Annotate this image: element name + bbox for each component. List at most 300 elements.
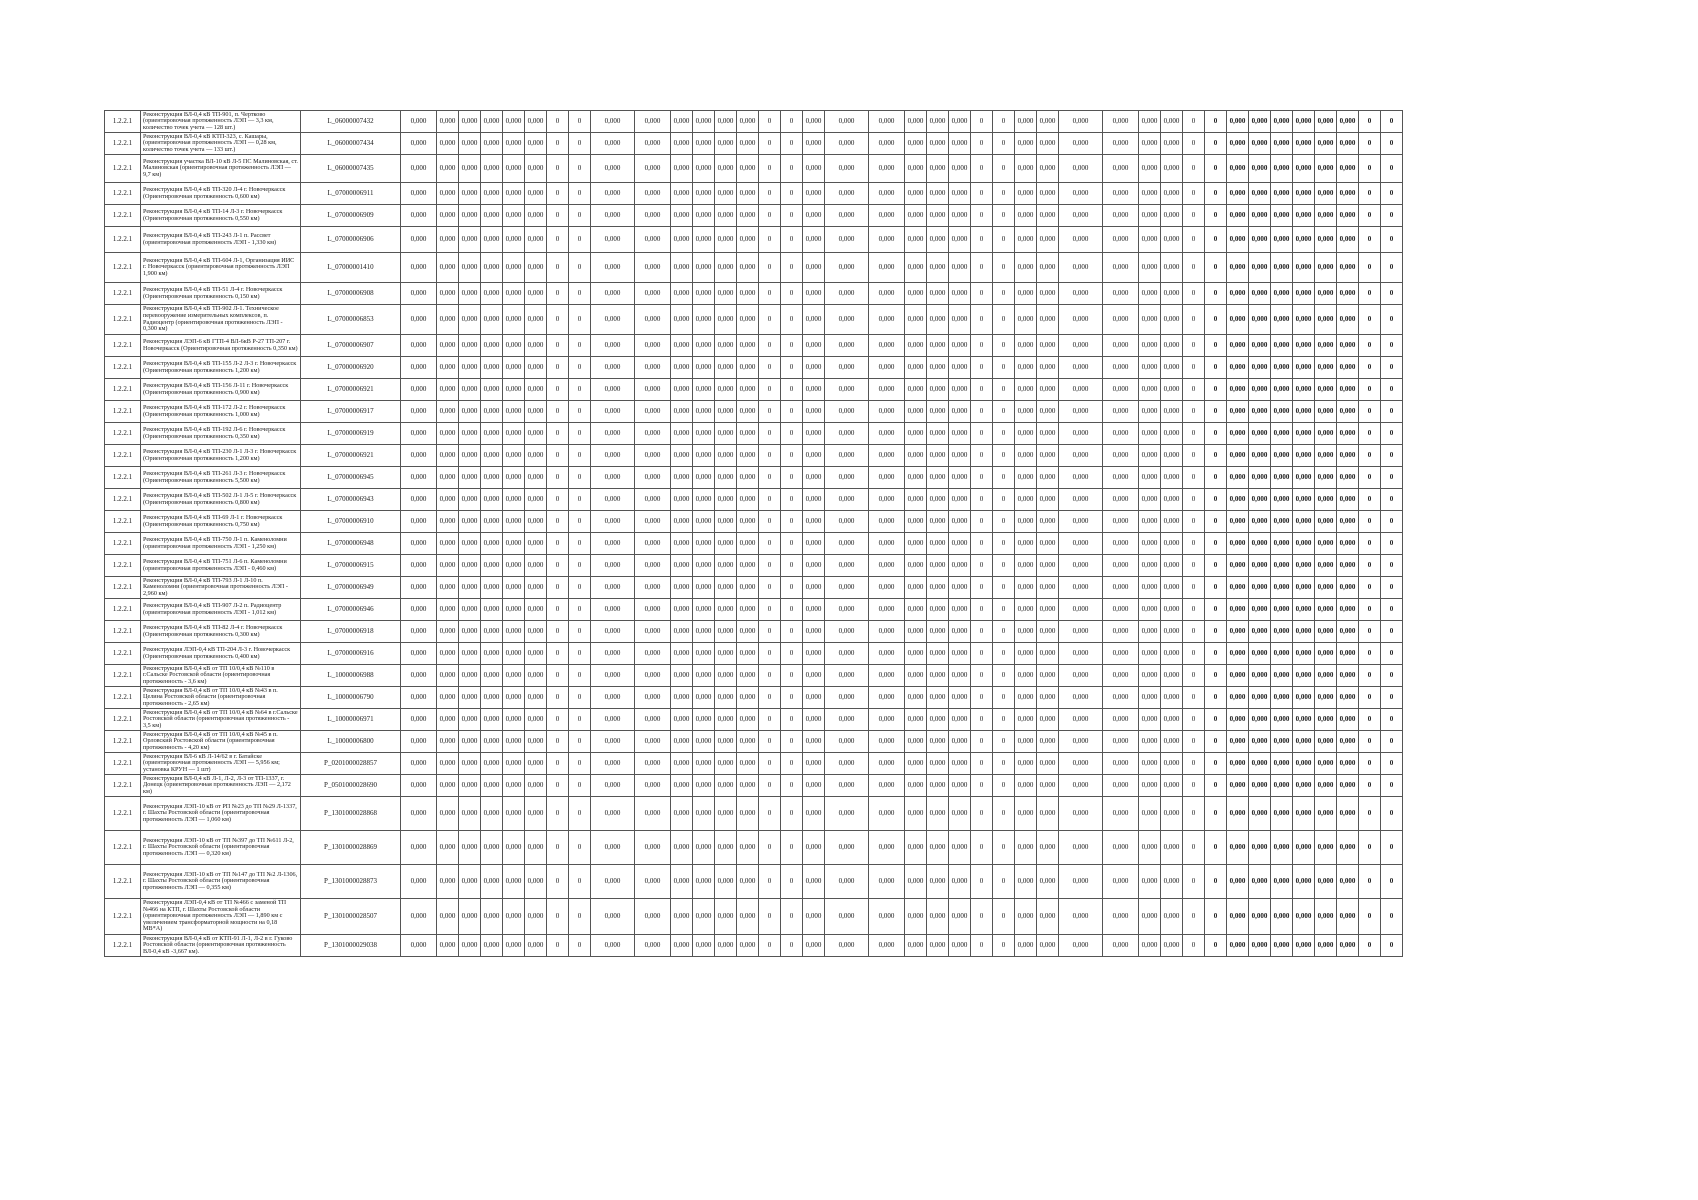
cell-value: 0 [781, 533, 803, 555]
cell-value: 0 [547, 577, 569, 599]
cell-value: 0,000 [1249, 731, 1271, 753]
cell-value: 0 [759, 935, 781, 957]
cell-value: 0,000 [437, 665, 459, 687]
cell-value: 0,000 [635, 753, 671, 775]
cell-value: 0,000 [737, 227, 759, 253]
cell-item-number: 1.2.2.1 [105, 467, 141, 489]
cell-value: 0,000 [927, 423, 949, 445]
cell-value: 0 [547, 731, 569, 753]
cell-description: Реконструкция ВЛ-0,4 кВ ТП-51 Л-4 г. Новочеркасск (Ориентировочная протяженность 0,150 км) [141, 283, 301, 305]
cell-value: 0 [1381, 511, 1403, 533]
cell-value: 0,000 [825, 489, 869, 511]
cell-value: 0 [1381, 111, 1403, 133]
cell-value: 0,000 [905, 445, 927, 467]
cell-value: 0 [1205, 555, 1227, 577]
cell-value: 0 [993, 155, 1015, 183]
cell-value: 0 [547, 401, 569, 423]
cell-value: 0,000 [525, 423, 547, 445]
cell-value: 0,000 [869, 643, 905, 665]
cell-value: 0,000 [949, 555, 971, 577]
cell-item-number: 1.2.2.1 [105, 183, 141, 205]
cell-value: 0,000 [437, 401, 459, 423]
cell-value: 0,000 [401, 423, 437, 445]
cell-value: 0,000 [1059, 335, 1103, 357]
cell-value: 0,000 [1015, 709, 1037, 731]
cell-project-code: L_10000006790 [301, 687, 401, 709]
cell-description: Реконструкция ВЛ-0,4 кВ ТП-82 Л-4 г. Новочеркасск (Ориентировочная протяженность 0,300 км) [141, 621, 301, 643]
cell-value: 0,000 [503, 687, 525, 709]
cell-value: 0,000 [671, 227, 693, 253]
cell-value: 0 [759, 445, 781, 467]
cell-value: 0,000 [927, 753, 949, 775]
cell-value: 0,000 [401, 133, 437, 155]
cell-value: 0,000 [525, 935, 547, 957]
cell-value: 0,000 [803, 665, 825, 687]
cell-value: 0,000 [401, 687, 437, 709]
cell-value: 0 [993, 511, 1015, 533]
cell-value: 0,000 [1271, 865, 1293, 899]
cell-value: 0 [781, 577, 803, 599]
cell-value: 0,000 [1161, 401, 1183, 423]
cell-value: 0,000 [825, 401, 869, 423]
cell-value: 0 [781, 445, 803, 467]
cell-value: 0,000 [1037, 357, 1059, 379]
cell-value: 0 [1205, 899, 1227, 935]
cell-value: 0,000 [635, 797, 671, 831]
cell-value: 0,000 [1103, 423, 1139, 445]
cell-description: Реконструкция ВЛ-0,4 кВ ТП-751 Л-6 п. Каменоломни (ориентировочная протяженность ЛЭП - 0,460 км) [141, 555, 301, 577]
cell-value: 0,000 [949, 621, 971, 643]
cell-value: 0 [971, 467, 993, 489]
cell-value: 0,000 [459, 335, 481, 357]
cell-value: 0 [1183, 709, 1205, 731]
cell-value: 0,000 [1037, 227, 1059, 253]
cell-project-code: P_0201000028857 [301, 753, 401, 775]
cell-value: 0,000 [1249, 865, 1271, 899]
cell-value: 0,000 [949, 533, 971, 555]
cell-value: 0 [547, 831, 569, 865]
cell-value: 0,000 [825, 133, 869, 155]
cell-value: 0 [1183, 467, 1205, 489]
cell-value: 0 [569, 489, 591, 511]
cell-value: 0,000 [949, 643, 971, 665]
cell-item-number: 1.2.2.1 [105, 205, 141, 227]
cell-value: 0,000 [1037, 621, 1059, 643]
table-row [105, 775, 1403, 797]
cell-value: 0 [781, 401, 803, 423]
cell-value: 0 [569, 335, 591, 357]
cell-value: 0,000 [459, 577, 481, 599]
cell-value: 0 [971, 253, 993, 283]
cell-value: 0 [1183, 643, 1205, 665]
cell-value: 0,000 [905, 511, 927, 533]
cell-value: 0,000 [949, 687, 971, 709]
cell-value: 0 [1381, 935, 1403, 957]
cell-value: 0,000 [1103, 665, 1139, 687]
cell-value: 0 [1183, 831, 1205, 865]
cell-value: 0,000 [401, 599, 437, 621]
cell-value: 0 [1359, 555, 1381, 577]
cell-value: 0,000 [1059, 357, 1103, 379]
cell-value: 0,000 [591, 753, 635, 775]
cell-value: 0,000 [503, 643, 525, 665]
cell-value: 0,000 [693, 467, 715, 489]
cell-value: 0,000 [905, 731, 927, 753]
cell-value: 0 [1381, 183, 1403, 205]
cell-value: 0,000 [1103, 511, 1139, 533]
cell-value: 0,000 [591, 731, 635, 753]
cell-project-code: L_07000006917 [301, 401, 401, 423]
cell-value: 0,000 [1059, 935, 1103, 957]
cell-value: 0,000 [1337, 731, 1359, 753]
cell-value: 0,000 [1103, 445, 1139, 467]
cell-value: 0,000 [927, 797, 949, 831]
cell-value: 0,000 [1249, 687, 1271, 709]
cell-value: 0,000 [481, 379, 503, 401]
cell-value: 0 [759, 599, 781, 621]
cell-value: 0 [1183, 205, 1205, 227]
cell-value: 0,000 [1315, 489, 1337, 511]
cell-value: 0 [781, 423, 803, 445]
cell-value: 0,000 [869, 283, 905, 305]
cell-value: 0,000 [1139, 379, 1161, 401]
cell-value: 0,000 [905, 183, 927, 205]
cell-value: 0,000 [1315, 599, 1337, 621]
cell-value: 0 [993, 183, 1015, 205]
cell-value: 0,000 [949, 227, 971, 253]
cell-item-number: 1.2.2.1 [105, 555, 141, 577]
cell-value: 0,000 [635, 865, 671, 899]
cell-value: 0 [781, 305, 803, 335]
table-row [105, 797, 1403, 831]
cell-value: 0,000 [949, 797, 971, 831]
cell-value: 0,000 [401, 797, 437, 831]
cell-value: 0,000 [1271, 831, 1293, 865]
cell-item-number: 1.2.2.1 [105, 775, 141, 797]
cell-value: 0,000 [1059, 555, 1103, 577]
cell-value: 0,000 [949, 183, 971, 205]
cell-value: 0,000 [927, 183, 949, 205]
cell-value: 0,000 [1227, 183, 1249, 205]
cell-value: 0 [993, 665, 1015, 687]
cell-value: 0,000 [803, 511, 825, 533]
cell-value: 0 [1381, 899, 1403, 935]
cell-value: 0,000 [737, 555, 759, 577]
cell-value: 0 [1359, 111, 1381, 133]
cell-value: 0 [569, 227, 591, 253]
cell-value: 0,000 [525, 899, 547, 935]
cell-project-code: L_07000006907 [301, 335, 401, 357]
cell-value: 0,000 [671, 205, 693, 227]
cell-value: 0,000 [671, 577, 693, 599]
cell-value: 0,000 [635, 111, 671, 133]
cell-value: 0 [1183, 599, 1205, 621]
cell-value: 0,000 [635, 445, 671, 467]
cell-value: 0,000 [1315, 665, 1337, 687]
cell-value: 0,000 [715, 511, 737, 533]
cell-value: 0,000 [693, 205, 715, 227]
cell-value: 0,000 [401, 111, 437, 133]
cell-value: 0,000 [459, 227, 481, 253]
cell-value: 0,000 [591, 401, 635, 423]
table-row [105, 865, 1403, 899]
cell-value: 0,000 [525, 379, 547, 401]
cell-value: 0,000 [1337, 753, 1359, 775]
cell-value: 0,000 [1161, 665, 1183, 687]
cell-value: 0,000 [459, 865, 481, 899]
cell-value: 0,000 [949, 155, 971, 183]
cell-value: 0 [569, 731, 591, 753]
cell-value: 0,000 [481, 183, 503, 205]
cell-value: 0,000 [591, 643, 635, 665]
cell-value: 0,000 [1249, 775, 1271, 797]
cell-value: 0 [759, 865, 781, 899]
cell-value: 0,000 [481, 665, 503, 687]
cell-value: 0,000 [715, 665, 737, 687]
cell-value: 0,000 [503, 111, 525, 133]
cell-value: 0,000 [1015, 205, 1037, 227]
cell-value: 0,000 [1293, 283, 1315, 305]
cell-value: 0,000 [1037, 305, 1059, 335]
cell-value: 0 [993, 775, 1015, 797]
cell-value: 0 [1381, 305, 1403, 335]
cell-value: 0,000 [1249, 555, 1271, 577]
cell-value: 0,000 [671, 643, 693, 665]
cell-description: Реконструкция ВЛ-0,4 кВ от ТП 10/0,4 кВ №43 в п. Целина Ростовской области (ориентировочная протяженность - 2,65 км) [141, 687, 301, 709]
cell-value: 0 [1205, 665, 1227, 687]
cell-value: 0 [781, 511, 803, 533]
cell-value: 0,000 [1103, 775, 1139, 797]
cell-value: 0,000 [693, 935, 715, 957]
cell-value: 0 [1381, 155, 1403, 183]
cell-value: 0,000 [503, 621, 525, 643]
cell-value: 0,000 [869, 731, 905, 753]
cell-value: 0,000 [949, 283, 971, 305]
cell-value: 0,000 [825, 831, 869, 865]
cell-value: 0,000 [1161, 305, 1183, 335]
cell-value: 0,000 [1161, 709, 1183, 731]
cell-value: 0 [1205, 305, 1227, 335]
cell-value: 0 [759, 357, 781, 379]
cell-value: 0,000 [1059, 599, 1103, 621]
cell-value: 0 [569, 665, 591, 687]
cell-value: 0,000 [1103, 133, 1139, 155]
cell-project-code: P_0501000028690 [301, 775, 401, 797]
cell-value: 0 [759, 335, 781, 357]
cell-value: 0,000 [803, 899, 825, 935]
cell-value: 0 [971, 305, 993, 335]
cell-value: 0,000 [671, 379, 693, 401]
cell-value: 0,000 [1015, 401, 1037, 423]
cell-value: 0,000 [1315, 533, 1337, 555]
cell-value: 0 [547, 467, 569, 489]
cell-value: 0,000 [591, 899, 635, 935]
cell-value: 0 [1381, 665, 1403, 687]
cell-value: 0,000 [635, 489, 671, 511]
cell-value: 0,000 [481, 687, 503, 709]
cell-value: 0,000 [803, 357, 825, 379]
cell-value: 0,000 [905, 935, 927, 957]
cell-value: 0,000 [525, 797, 547, 831]
cell-value: 0,000 [401, 335, 437, 357]
cell-value: 0,000 [1103, 865, 1139, 899]
cell-value: 0 [547, 775, 569, 797]
cell-value: 0,000 [1103, 709, 1139, 731]
cell-value: 0,000 [1293, 511, 1315, 533]
cell-value: 0,000 [869, 797, 905, 831]
cell-value: 0,000 [1059, 533, 1103, 555]
cell-value: 0,000 [635, 665, 671, 687]
cell-value: 0,000 [693, 709, 715, 731]
cell-value: 0 [569, 753, 591, 775]
cell-value: 0,000 [1037, 335, 1059, 357]
cell-item-number: 1.2.2.1 [105, 445, 141, 467]
cell-value: 0 [1183, 753, 1205, 775]
cell-value: 0,000 [671, 555, 693, 577]
cell-value: 0 [781, 775, 803, 797]
cell-description: Реконструкция ВЛ-6 кВ Л-14/62 в г. Батайске (ориентировочная протяженность ЛЭП — 5,956 км; установка КРУН — 1 шт) [141, 753, 301, 775]
cell-value: 0,000 [825, 467, 869, 489]
cell-value: 0 [993, 335, 1015, 357]
cell-value: 0 [781, 467, 803, 489]
cell-value: 0,000 [927, 831, 949, 865]
cell-value: 0 [1381, 423, 1403, 445]
cell-value: 0,000 [1037, 865, 1059, 899]
cell-value: 0,000 [869, 935, 905, 957]
cell-value: 0 [971, 401, 993, 423]
cell-value: 0,000 [459, 935, 481, 957]
cell-value: 0,000 [1337, 111, 1359, 133]
cell-value: 0 [781, 731, 803, 753]
cell-value: 0 [1183, 775, 1205, 797]
cell-value: 0,000 [503, 253, 525, 283]
table-row [105, 111, 1403, 133]
cell-item-number: 1.2.2.1 [105, 253, 141, 283]
cell-value: 0,000 [869, 401, 905, 423]
cell-value: 0,000 [737, 599, 759, 621]
cell-value: 0,000 [459, 283, 481, 305]
cell-value: 0,000 [1271, 709, 1293, 731]
cell-project-code: P_1301000028873 [301, 865, 401, 899]
cell-value: 0 [759, 709, 781, 731]
cell-value: 0,000 [1139, 305, 1161, 335]
cell-value: 0,000 [869, 205, 905, 227]
cell-value: 0,000 [1103, 687, 1139, 709]
cell-value: 0,000 [825, 753, 869, 775]
cell-value: 0,000 [1337, 577, 1359, 599]
cell-value: 0,000 [671, 687, 693, 709]
cell-value: 0,000 [1139, 775, 1161, 797]
cell-value: 0 [569, 621, 591, 643]
cell-item-number: 1.2.2.1 [105, 753, 141, 775]
cell-value: 0 [1359, 423, 1381, 445]
cell-value: 0 [547, 899, 569, 935]
cell-value: 0,000 [635, 253, 671, 283]
cell-value: 0 [1381, 379, 1403, 401]
cell-value: 0,000 [1015, 533, 1037, 555]
table-row [105, 621, 1403, 643]
cell-value: 0,000 [481, 423, 503, 445]
cell-value: 0 [1183, 533, 1205, 555]
cell-value: 0,000 [825, 357, 869, 379]
cell-value: 0,000 [1249, 599, 1271, 621]
cell-value: 0 [1381, 357, 1403, 379]
cell-value: 0,000 [949, 935, 971, 957]
cell-value: 0,000 [715, 935, 737, 957]
cell-value: 0 [1183, 379, 1205, 401]
cell-value: 0,000 [481, 111, 503, 133]
cell-value: 0,000 [1293, 621, 1315, 643]
cell-value: 0 [1183, 183, 1205, 205]
cell-value: 0,000 [1227, 423, 1249, 445]
cell-value: 0,000 [1139, 731, 1161, 753]
cell-value: 0,000 [591, 621, 635, 643]
cell-value: 0 [993, 599, 1015, 621]
cell-value: 0 [1205, 401, 1227, 423]
cell-value: 0,000 [1161, 511, 1183, 533]
cell-value: 0,000 [927, 335, 949, 357]
cell-project-code: L_07000006908 [301, 283, 401, 305]
cell-description: Реконструкция ВЛ-0,4 кВ ТП-502 Л-1 Л-5 г. Новочеркасск (Ориентировочная протяженность 0,800 км) [141, 489, 301, 511]
cell-value: 0,000 [869, 489, 905, 511]
cell-value: 0,000 [481, 205, 503, 227]
cell-description: Реконструкция ВЛ-0,4 кВ ТП-907 Л-2 п. Радиоцентр (ориентировочная протяженность ЛЭП - 1,012 км) [141, 599, 301, 621]
cell-value: 0,000 [503, 555, 525, 577]
cell-value: 0 [781, 899, 803, 935]
cell-value: 0,000 [1015, 335, 1037, 357]
cell-item-number: 1.2.2.1 [105, 935, 141, 957]
cell-value: 0,000 [481, 283, 503, 305]
cell-value: 0,000 [525, 401, 547, 423]
cell-description: Реконструкция ВЛ-0,4 кВ ТП-69 Л-1 г. Новочеркасск (Ориентировочная протяженность 0,750 км) [141, 511, 301, 533]
cell-value: 0,000 [1037, 401, 1059, 423]
cell-value: 0,000 [803, 467, 825, 489]
table-row [105, 379, 1403, 401]
cell-value: 0,000 [715, 227, 737, 253]
cell-value: 0,000 [737, 775, 759, 797]
cell-value: 0,000 [1037, 709, 1059, 731]
cell-value: 0 [1359, 621, 1381, 643]
cell-value: 0,000 [1037, 511, 1059, 533]
cell-item-number: 1.2.2.1 [105, 899, 141, 935]
cell-value: 0 [569, 511, 591, 533]
cell-value: 0,000 [1315, 445, 1337, 467]
cell-value: 0,000 [693, 111, 715, 133]
cell-value: 0,000 [1103, 577, 1139, 599]
cell-value: 0 [569, 183, 591, 205]
cell-value: 0,000 [737, 687, 759, 709]
cell-value: 0,000 [1293, 401, 1315, 423]
cell-value: 0,000 [825, 511, 869, 533]
cell-description: Реконструкция ВЛ-0,4 кВ от ТП 10/0,4 кВ №45 в п. Орловский Ростовской области (ориентировочная протяженность - 4,20 км) [141, 731, 301, 753]
cell-value: 0 [759, 577, 781, 599]
cell-value: 0 [569, 205, 591, 227]
cell-value: 0 [1183, 111, 1205, 133]
cell-value: 0,000 [737, 831, 759, 865]
cell-value: 0 [993, 489, 1015, 511]
cell-value: 0,000 [693, 643, 715, 665]
cell-value: 0,000 [1249, 935, 1271, 957]
cell-value: 0,000 [1315, 511, 1337, 533]
cell-value: 0 [1381, 489, 1403, 511]
cell-value: 0,000 [459, 467, 481, 489]
cell-value: 0 [1381, 133, 1403, 155]
cell-value: 0,000 [671, 489, 693, 511]
table-row [105, 423, 1403, 445]
cell-value: 0,000 [1161, 797, 1183, 831]
cell-value: 0,000 [1103, 935, 1139, 957]
cell-value: 0 [1381, 865, 1403, 899]
